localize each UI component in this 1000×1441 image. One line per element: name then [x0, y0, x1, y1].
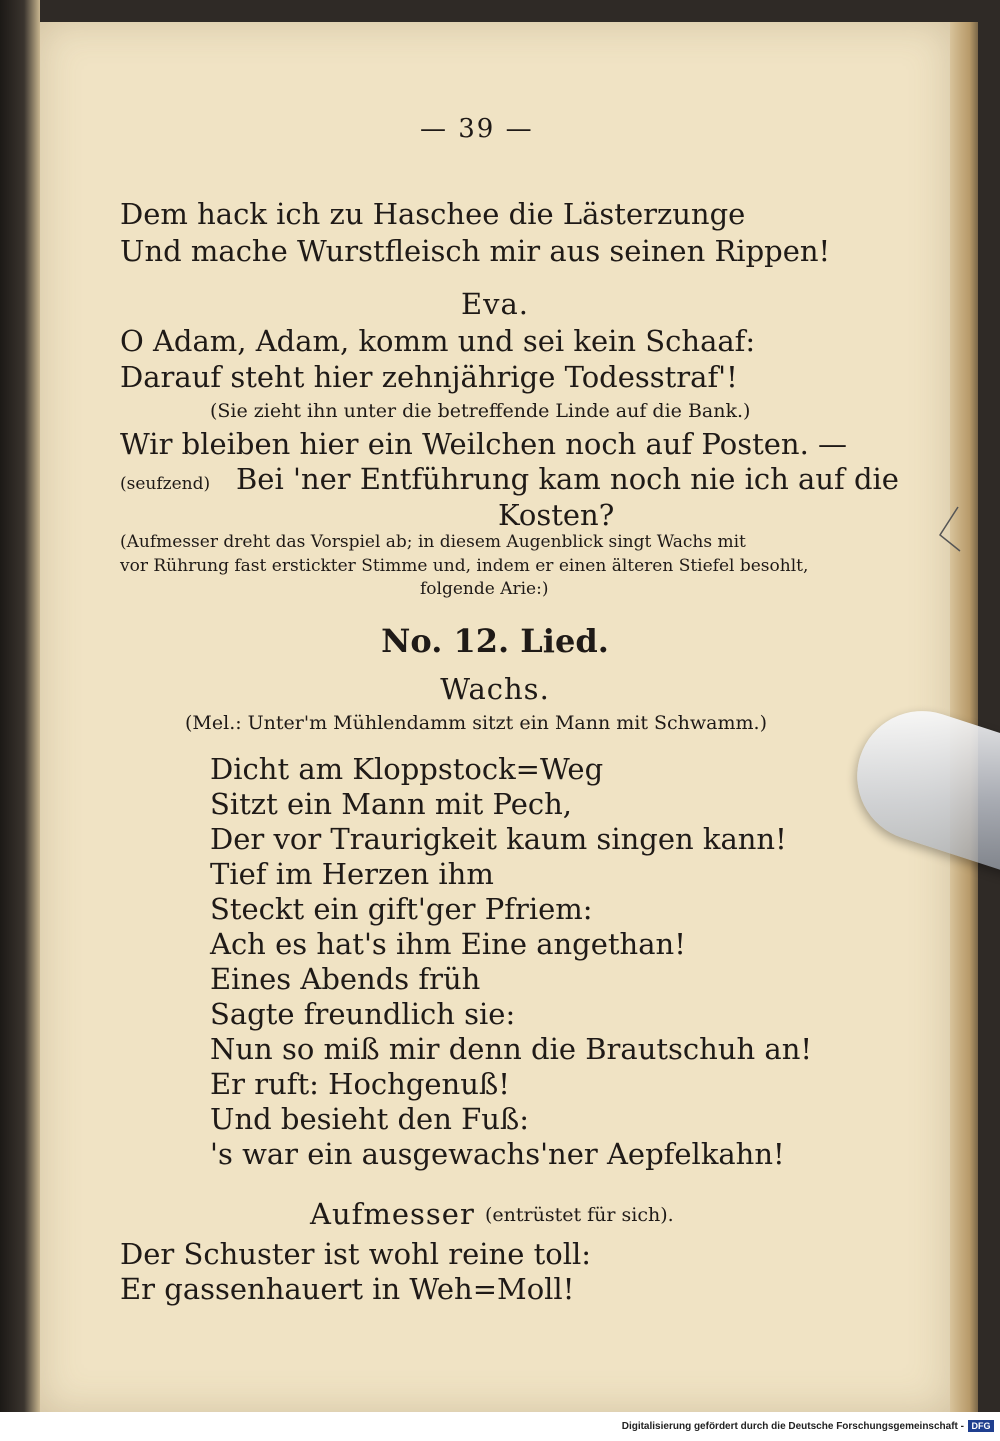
- verse-line: Darauf steht hier zehnjährige Todesstraf'!: [120, 360, 738, 394]
- song-line: 's war ein ausgewachs'ner Aepfelkahn!: [210, 1137, 785, 1171]
- verse-line: Und mache Wurstfleisch mir aus seinen Rippen!: [120, 234, 831, 268]
- song-line: Steckt ein gift'ger Pfriem:: [210, 892, 593, 926]
- song-line: Eines Abends früh: [210, 962, 481, 996]
- stage-direction: (Aufmesser dreht das Vorspiel ab; in diesem Augenblick singt Wachs mit: [120, 532, 746, 552]
- pencil-mark-icon: [930, 505, 970, 555]
- verse-line: Er gassenhauert in Weh=Moll!: [120, 1272, 575, 1306]
- song-line: Sagte freundlich sie:: [210, 997, 516, 1031]
- song-line: Tief im Herzen ihm: [210, 857, 494, 891]
- adjacent-page-edge: [0, 0, 40, 1441]
- speaker-name: Wachs.: [440, 672, 550, 706]
- song-line: Sitzt ein Mann mit Pech,: [210, 787, 572, 821]
- speaker-name: Eva.: [460, 287, 530, 321]
- verse-line: Wir bleiben hier ein Weilchen noch auf Posten. —: [120, 427, 848, 461]
- speaker-name: Aufmesser: [310, 1197, 475, 1231]
- page-text: [40, 22, 950, 1412]
- page-number: — 39 —: [420, 114, 534, 144]
- song-line: Nun so miß mir denn die Brautschuh an!: [210, 1032, 813, 1066]
- dfg-logo: DFG: [968, 1420, 994, 1432]
- song-line: Ach es hat's ihm Eine angethan!: [210, 927, 686, 961]
- book-page-edges: [950, 22, 978, 1412]
- digitization-footer: [0, 1412, 1000, 1441]
- footer-credit: Digitalisierung gefördert durch die Deutsche Forschungsgemeinschaft -: [621, 1421, 964, 1432]
- verse-line: Bei 'ner Entführung kam noch nie ich auf die: [236, 462, 899, 496]
- verse-line: O Adam, Adam, komm und sei kein Schaaf:: [120, 324, 756, 358]
- song-heading: No. 12. Lied.: [381, 622, 609, 660]
- verse-line: Der Schuster ist wohl reine toll:: [120, 1237, 592, 1271]
- song-line: Der vor Traurigkeit kaum singen kann!: [210, 822, 787, 856]
- song-line: Dicht am Kloppstock=Weg: [210, 752, 604, 786]
- stage-direction: (entrüstet für sich).: [485, 1204, 674, 1226]
- stage-direction: folgende Arie:): [420, 579, 549, 599]
- book-page: [40, 22, 950, 1412]
- verse-line: Dem hack ich zu Haschee die Lästerzunge: [120, 197, 746, 231]
- melody-note: (Mel.: Unter'm Mühlendamm sitzt ein Mann mit Schwamm.): [185, 712, 767, 734]
- stage-direction: (Sie zieht ihn unter die betreffende Linde auf die Bank.): [210, 400, 751, 422]
- song-line: Und besieht den Fuß:: [210, 1102, 530, 1136]
- verse-line: Kosten?: [498, 498, 615, 532]
- song-line: Er ruft: Hochgenuß!: [210, 1067, 510, 1101]
- stage-direction-inline: (seufzend): [120, 474, 211, 494]
- stage-direction: vor Rührung fast erstickter Stimme und, indem er einen älteren Stiefel besohlt,: [120, 556, 809, 576]
